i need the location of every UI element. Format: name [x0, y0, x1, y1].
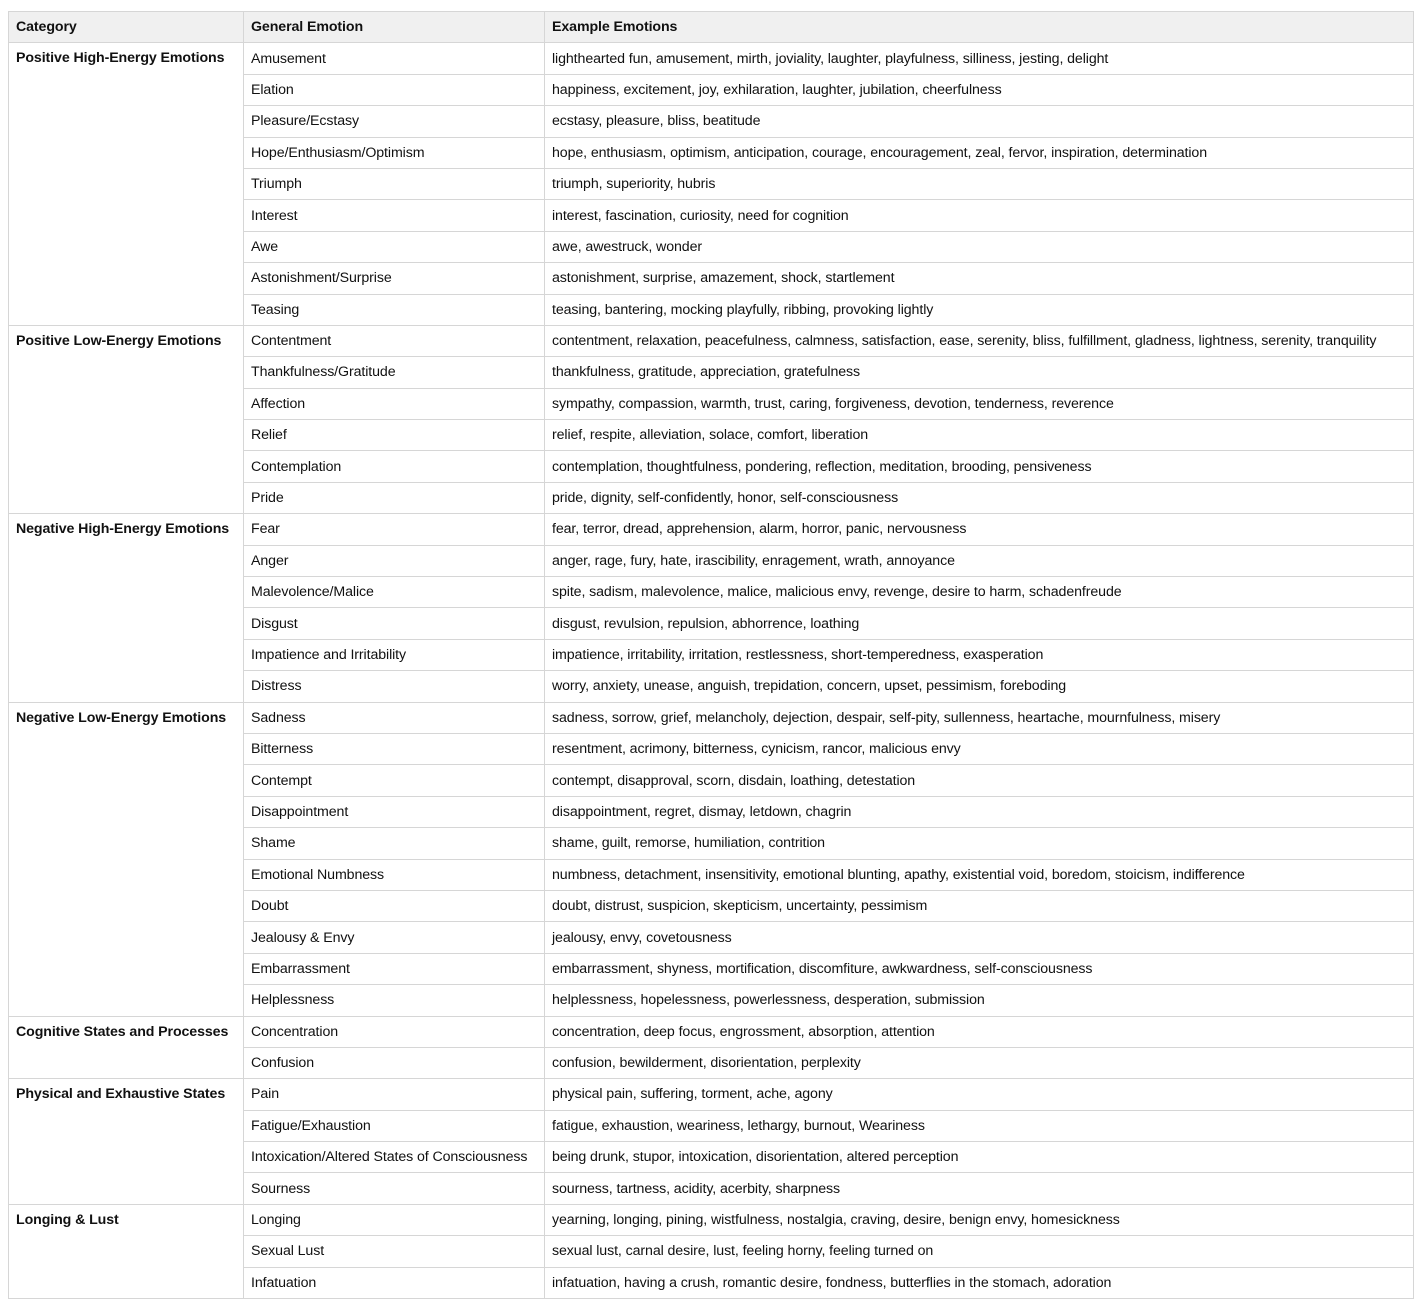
- general-emotion-cell: Pain: [244, 1079, 545, 1110]
- general-emotion-cell: Triumph: [244, 168, 545, 199]
- general-emotion-cell: Malevolence/Malice: [244, 577, 545, 608]
- example-emotions-cell: shame, guilt, remorse, humiliation, contrition: [545, 828, 1414, 859]
- general-emotion-cell: Confusion: [244, 1047, 545, 1078]
- general-emotion-cell: Relief: [244, 420, 545, 451]
- header-category: Category: [9, 12, 244, 43]
- example-emotions-cell: contempt, disapproval, scorn, disdain, loathing, detestation: [545, 765, 1414, 796]
- example-emotions-cell: contemplation, thoughtfulness, pondering, reflection, meditation, brooding, pensiveness: [545, 451, 1414, 482]
- example-emotions-cell: concentration, deep focus, engrossment, absorption, attention: [545, 1016, 1414, 1047]
- example-emotions-cell: disappointment, regret, dismay, letdown, chagrin: [545, 796, 1414, 827]
- example-emotions-cell: pride, dignity, self-confidently, honor, self-consciousness: [545, 482, 1414, 513]
- general-emotion-cell: Amusement: [244, 43, 545, 74]
- general-emotion-cell: Sexual Lust: [244, 1236, 545, 1267]
- example-emotions-cell: sadness, sorrow, grief, melancholy, dejection, despair, self-pity, sullenness, heartache, mournfulness, misery: [545, 702, 1414, 733]
- general-emotion-cell: Distress: [244, 671, 545, 702]
- example-emotions-cell: fatigue, exhaustion, weariness, lethargy, burnout, Weariness: [545, 1110, 1414, 1141]
- example-emotions-cell: thankfulness, gratitude, appreciation, gratefulness: [545, 357, 1414, 388]
- example-emotions-cell: confusion, bewilderment, disorientation, perplexity: [545, 1047, 1414, 1078]
- general-emotion-cell: Jealousy & Envy: [244, 922, 545, 953]
- table-row: [9, 325, 1414, 356]
- general-emotion-cell: Teasing: [244, 294, 545, 325]
- table-row: [9, 514, 1414, 545]
- emotion-table: [8, 11, 1414, 1299]
- general-emotion-cell: Emotional Numbness: [244, 859, 545, 890]
- example-emotions-cell: physical pain, suffering, torment, ache, agony: [545, 1079, 1414, 1110]
- table-row: [9, 43, 1414, 74]
- general-emotion-cell: Bitterness: [244, 733, 545, 764]
- general-emotion-cell: Affection: [244, 388, 545, 419]
- category-cell: Negative High-Energy Emotions: [9, 514, 244, 702]
- example-emotions-cell: doubt, distrust, suspicion, skepticism, uncertainty, pessimism: [545, 890, 1414, 921]
- header-example-emotions: Example Emotions: [545, 12, 1414, 43]
- general-emotion-cell: Infatuation: [244, 1267, 545, 1298]
- category-cell: Longing & Lust: [9, 1204, 244, 1298]
- example-emotions-cell: anger, rage, fury, hate, irascibility, enragement, wrath, annoyance: [545, 545, 1414, 576]
- header-general-emotion: General Emotion: [244, 12, 545, 43]
- example-emotions-cell: contentment, relaxation, peacefulness, calmness, satisfaction, ease, serenity, bliss, fulfillment, gladness, lightness, serenity, tranquility: [545, 325, 1414, 356]
- general-emotion-cell: Doubt: [244, 890, 545, 921]
- general-emotion-cell: Intoxication/Altered States of Consciousness: [244, 1142, 545, 1173]
- general-emotion-cell: Concentration: [244, 1016, 545, 1047]
- category-cell: Physical and Exhaustive States: [9, 1079, 244, 1205]
- table-header: [9, 12, 1414, 43]
- table-body: [9, 43, 1414, 1299]
- table-row: [9, 1016, 1414, 1047]
- general-emotion-cell: Pride: [244, 482, 545, 513]
- general-emotion-cell: Longing: [244, 1204, 545, 1235]
- example-emotions-cell: disgust, revulsion, repulsion, abhorrence, loathing: [545, 608, 1414, 639]
- example-emotions-cell: jealousy, envy, covetousness: [545, 922, 1414, 953]
- example-emotions-cell: sympathy, compassion, warmth, trust, caring, forgiveness, devotion, tenderness, reverence: [545, 388, 1414, 419]
- category-cell: Cognitive States and Processes: [9, 1016, 244, 1079]
- example-emotions-cell: numbness, detachment, insensitivity, emotional blunting, apathy, existential void, boredom, stoicism, indifference: [545, 859, 1414, 890]
- general-emotion-cell: Shame: [244, 828, 545, 859]
- category-cell: Positive High-Energy Emotions: [9, 43, 244, 326]
- example-emotions-cell: spite, sadism, malevolence, malice, malicious envy, revenge, desire to harm, schadenfreude: [545, 577, 1414, 608]
- example-emotions-cell: worry, anxiety, unease, anguish, trepidation, concern, upset, pessimism, foreboding: [545, 671, 1414, 702]
- general-emotion-cell: Contemplation: [244, 451, 545, 482]
- general-emotion-cell: Anger: [244, 545, 545, 576]
- example-emotions-cell: triumph, superiority, hubris: [545, 168, 1414, 199]
- example-emotions-cell: sourness, tartness, acidity, acerbity, sharpness: [545, 1173, 1414, 1204]
- example-emotions-cell: being drunk, stupor, intoxication, disorientation, altered perception: [545, 1142, 1414, 1173]
- category-cell: Positive Low-Energy Emotions: [9, 325, 244, 513]
- general-emotion-cell: Elation: [244, 74, 545, 105]
- example-emotions-cell: happiness, excitement, joy, exhilaration, laughter, jubilation, cheerfulness: [545, 74, 1414, 105]
- general-emotion-cell: Hope/Enthusiasm/Optimism: [244, 137, 545, 168]
- example-emotions-cell: lighthearted fun, amusement, mirth, joviality, laughter, playfulness, silliness, jesting, delight: [545, 43, 1414, 74]
- example-emotions-cell: astonishment, surprise, amazement, shock, startlement: [545, 263, 1414, 294]
- general-emotion-cell: Pleasure/Ecstasy: [244, 106, 545, 137]
- general-emotion-cell: Astonishment/Surprise: [244, 263, 545, 294]
- general-emotion-cell: Disappointment: [244, 796, 545, 827]
- general-emotion-cell: Contentment: [244, 325, 545, 356]
- example-emotions-cell: awe, awestruck, wonder: [545, 231, 1414, 262]
- example-emotions-cell: interest, fascination, curiosity, need for cognition: [545, 200, 1414, 231]
- category-cell: Negative Low-Energy Emotions: [9, 702, 244, 1016]
- emotion-table-container: [8, 11, 1413, 1299]
- general-emotion-cell: Contempt: [244, 765, 545, 796]
- example-emotions-cell: impatience, irritability, irritation, restlessness, short-temperedness, exasperation: [545, 639, 1414, 670]
- example-emotions-cell: teasing, bantering, mocking playfully, ribbing, provoking lightly: [545, 294, 1414, 325]
- table-row: [9, 1204, 1414, 1235]
- example-emotions-cell: ecstasy, pleasure, bliss, beatitude: [545, 106, 1414, 137]
- example-emotions-cell: helplessness, hopelessness, powerlessness, desperation, submission: [545, 985, 1414, 1016]
- general-emotion-cell: Fear: [244, 514, 545, 545]
- example-emotions-cell: hope, enthusiasm, optimism, anticipation, courage, encouragement, zeal, fervor, inspiration, determination: [545, 137, 1414, 168]
- example-emotions-cell: embarrassment, shyness, mortification, discomfiture, awkwardness, self-consciousness: [545, 953, 1414, 984]
- general-emotion-cell: Impatience and Irritability: [244, 639, 545, 670]
- general-emotion-cell: Awe: [244, 231, 545, 262]
- example-emotions-cell: sexual lust, carnal desire, lust, feeling horny, feeling turned on: [545, 1236, 1414, 1267]
- general-emotion-cell: Sadness: [244, 702, 545, 733]
- example-emotions-cell: resentment, acrimony, bitterness, cynicism, rancor, malicious envy: [545, 733, 1414, 764]
- general-emotion-cell: Embarrassment: [244, 953, 545, 984]
- example-emotions-cell: yearning, longing, pining, wistfulness, nostalgia, craving, desire, benign envy, homesickness: [545, 1204, 1414, 1235]
- general-emotion-cell: Disgust: [244, 608, 545, 639]
- general-emotion-cell: Fatigue/Exhaustion: [244, 1110, 545, 1141]
- general-emotion-cell: Sourness: [244, 1173, 545, 1204]
- example-emotions-cell: fear, terror, dread, apprehension, alarm, horror, panic, nervousness: [545, 514, 1414, 545]
- table-row: [9, 1079, 1414, 1110]
- example-emotions-cell: relief, respite, alleviation, solace, comfort, liberation: [545, 420, 1414, 451]
- table-row: [9, 702, 1414, 733]
- general-emotion-cell: Thankfulness/Gratitude: [244, 357, 545, 388]
- header-row: [9, 12, 1414, 43]
- general-emotion-cell: Interest: [244, 200, 545, 231]
- example-emotions-cell: infatuation, having a crush, romantic desire, fondness, butterflies in the stomach, adoration: [545, 1267, 1414, 1298]
- general-emotion-cell: Helplessness: [244, 985, 545, 1016]
